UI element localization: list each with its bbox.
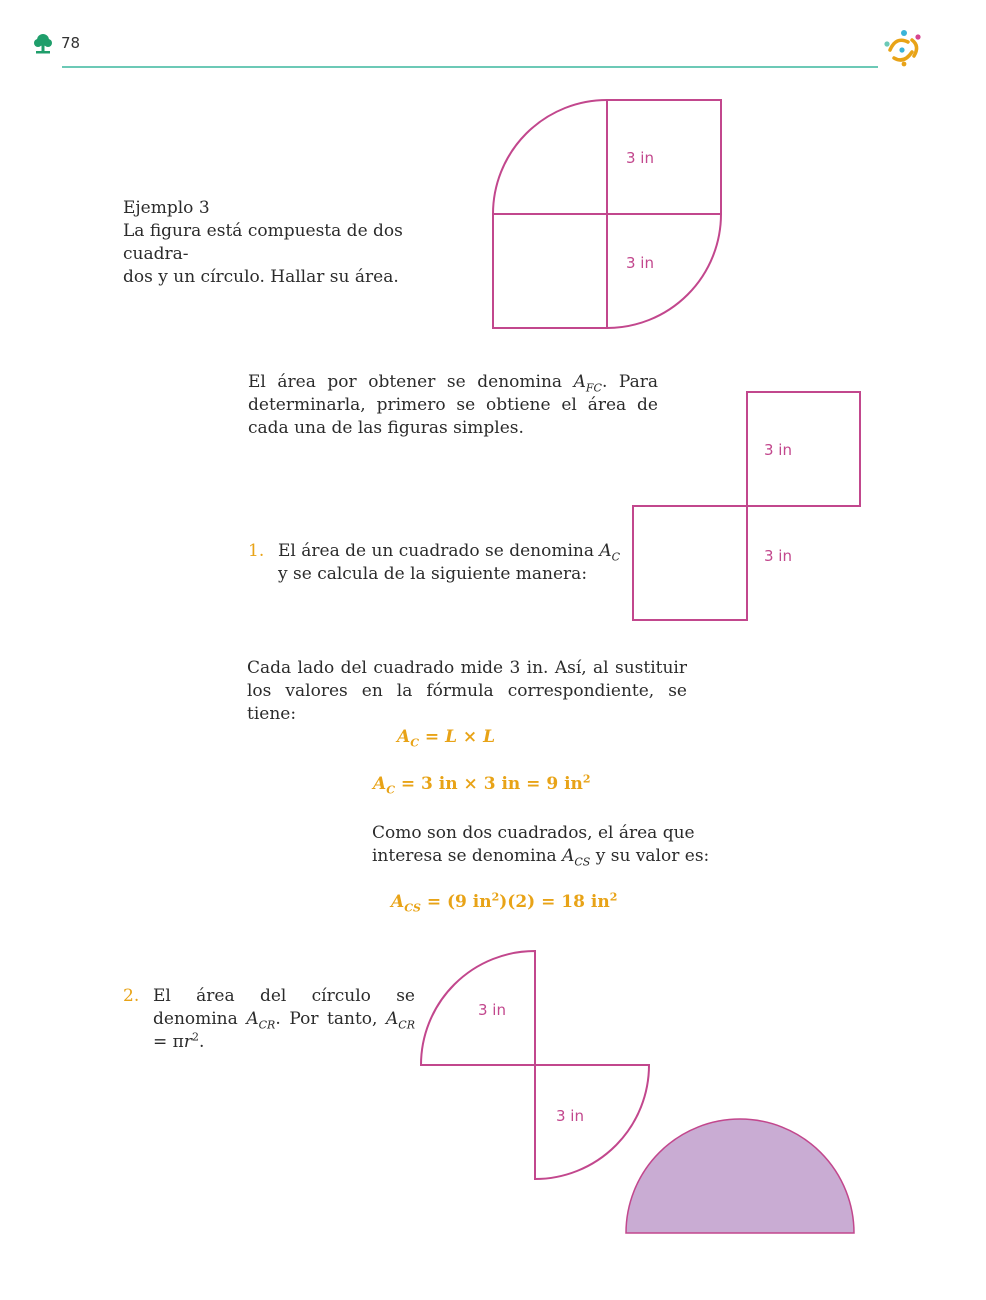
header-rule: [62, 66, 878, 68]
formula-1-l1: L: [445, 727, 458, 747]
formula-3-sup-1: 2: [491, 890, 500, 904]
step-2-var-2: A: [386, 1009, 399, 1029]
square-lower-label: 3 in: [764, 547, 792, 565]
step-2-sup: 2: [191, 1030, 199, 1044]
step-2-text: [153, 985, 415, 1054]
step-2-part-3: = π: [153, 1032, 184, 1052]
square-lower: [633, 506, 747, 620]
semicircle-shape: [626, 1119, 854, 1233]
step-1-part-2: y se calcula de la siguiente manera:: [278, 564, 588, 584]
example-line-1: La figura está compuesta de dos cuadra-: [123, 221, 403, 264]
step-2-part-1: El área del círculo se denomina: [153, 986, 415, 1029]
formula-area-two-squares: [391, 890, 618, 915]
composite-figure: [480, 90, 740, 340]
side-paragraph: Cada lado del cuadrado mide 3 in. Así, al sustituir los valores en la fórmula correspondiente, se tiene:: [247, 658, 687, 724]
step-1-var: A: [599, 541, 612, 561]
upper-square: [607, 100, 721, 214]
lower-quarter-label: 3 in: [556, 1107, 584, 1125]
intro-part-2: . Para determinarla, primero se obtiene el área de cada una de las figuras simples.: [248, 372, 658, 438]
formula-1-var: A: [397, 727, 411, 747]
tree-icon: [33, 32, 53, 56]
formula-3-sub: CS: [404, 901, 421, 915]
upper-side-label: 3 in: [626, 149, 654, 167]
step-1-part-1: El área de un cuadrado se denomina: [278, 541, 600, 561]
formula-1-times: ×: [457, 727, 484, 747]
intro-var: A: [573, 372, 586, 392]
intro-part-1: El área por obtener se denomina: [248, 372, 574, 392]
step-1-number: 1.: [248, 541, 265, 561]
intro-sub: FC: [585, 381, 602, 395]
formula-3-part-1: = (9 in: [420, 892, 492, 912]
formula-1-l2: L: [483, 727, 496, 747]
formula-2-var: A: [373, 774, 387, 794]
step-2-sub-1: CR: [258, 1018, 276, 1032]
two-squares-var: A: [562, 846, 575, 866]
formula-1-equals: =: [418, 727, 446, 747]
example-line-2: dos y un círculo. Hallar su área.: [123, 267, 399, 287]
formula-2-rest: = 3 in × 3 in = 9 in: [394, 774, 583, 794]
step-1-text: [278, 540, 623, 586]
lower-side-label: 3 in: [626, 254, 654, 272]
quarter-circles-figure: [410, 940, 870, 1250]
lower-square: [493, 214, 607, 328]
step-2-var-1: A: [246, 1009, 259, 1029]
two-squares-paragraph: [372, 822, 747, 868]
formula-3-sup-2: 2: [609, 890, 618, 904]
sun-figure-logo: [882, 28, 924, 68]
step-2-sub-2: CR: [398, 1018, 415, 1032]
step-2-part-2: . Por tanto,: [275, 1009, 387, 1029]
formula-2-sup: 2: [582, 772, 591, 786]
lower-quarter-arc: [607, 214, 721, 328]
lower-quarter-circle: [535, 1065, 649, 1179]
page-number: 78: [61, 34, 81, 52]
upper-quarter-label: 3 in: [478, 1001, 506, 1019]
upper-quarter-arc: [493, 100, 607, 214]
formula-1-sub: C: [410, 736, 419, 750]
formula-area-square-value: [373, 772, 591, 797]
formula-area-square: [397, 727, 496, 750]
two-squares-part-1: Como son dos cuadrados, el área que interesa se denomina: [372, 823, 695, 866]
two-squares-figure: [620, 380, 880, 630]
example-block: [123, 197, 443, 289]
formula-2-sub: C: [386, 783, 395, 797]
intro-paragraph: [248, 371, 658, 440]
step-1-sub: C: [611, 550, 621, 564]
square-upper-label: 3 in: [764, 441, 792, 459]
step-2-r: r: [183, 1032, 192, 1052]
two-squares-part-2: y su valor es:: [590, 846, 710, 866]
formula-3-var: A: [391, 892, 405, 912]
example-title: Ejemplo 3: [123, 198, 210, 218]
step-2-number: 2.: [123, 986, 140, 1006]
two-squares-sub: CS: [574, 855, 591, 869]
step-2-part-4: .: [198, 1032, 205, 1052]
formula-3-part-2: )(2) = 18 in: [499, 892, 610, 912]
